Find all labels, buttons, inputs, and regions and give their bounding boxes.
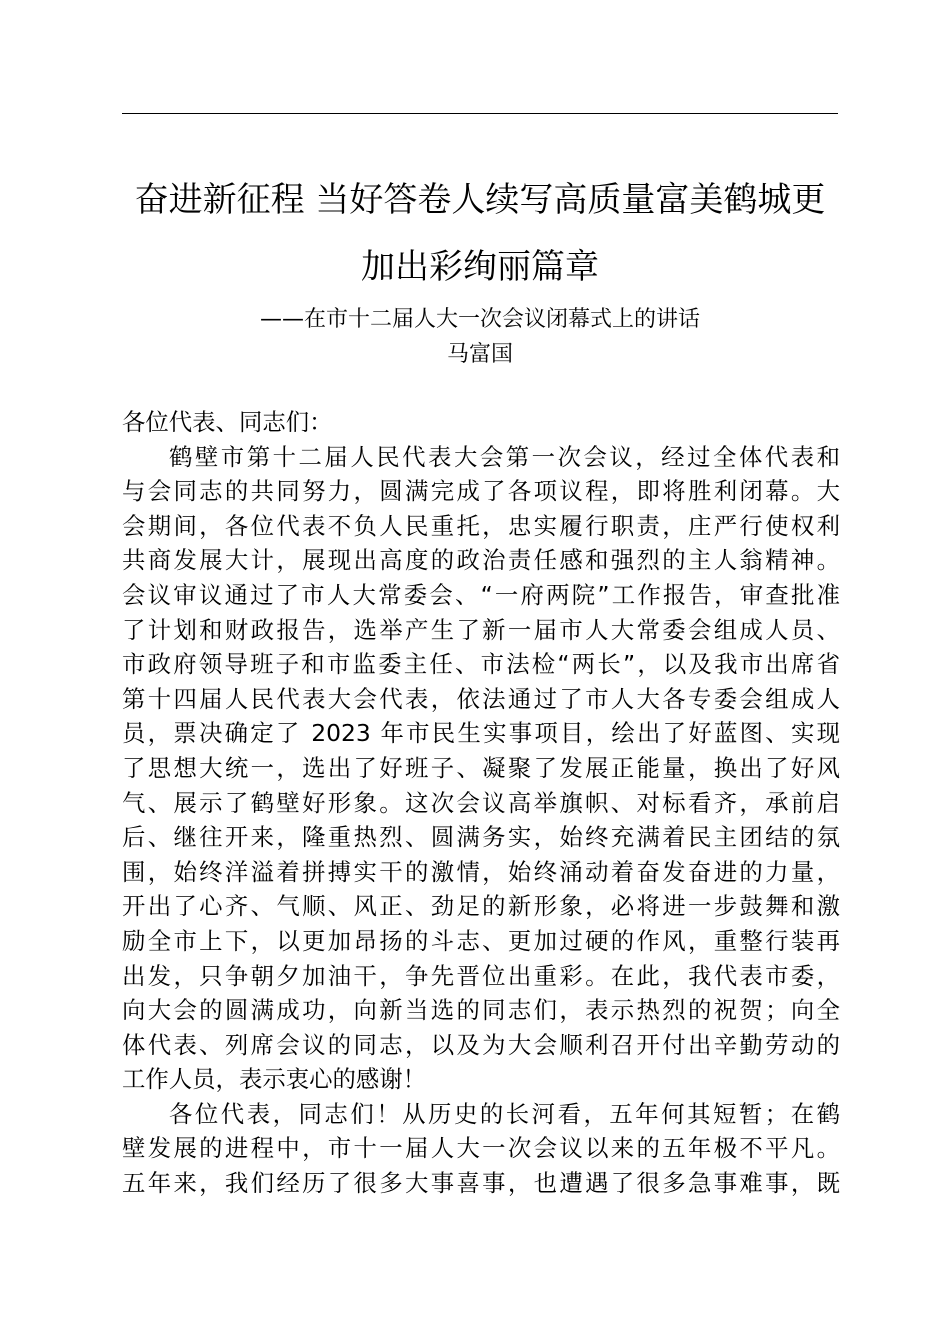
paragraph-1 — [122, 440, 840, 1097]
paragraph-line: 了计划和财政报告，选举产生了新一届市人大常委会组成人员、 — [122, 615, 840, 644]
paragraph-line: 员，票决确定了 2023 年市民生实事项目，绘出了好蓝图、实现 — [122, 719, 840, 748]
paragraph-line: 鹤壁市第十二届人民代表大会第一次会议，经过全体代表和 — [169, 442, 840, 471]
author: 马富国 — [446, 342, 513, 367]
paragraph-line: 共商发展大计，展现出高度的政治责任感和强烈的主人翁精神。 — [122, 546, 840, 575]
paragraph-line: 五年来，我们经历了很多大事喜事，也遭遇了很多急事难事，既 — [122, 1169, 840, 1198]
paragraph-line: 体代表、列席会议的同志，以及为大会顺利召开付出辛勤劳动的 — [122, 1030, 840, 1059]
header-rule — [122, 113, 838, 114]
paragraph-line: 各位代表，同志们！从历史的长河看，五年何其短暂；在鹤 — [169, 1099, 840, 1128]
paragraph-2 — [122, 1097, 840, 1201]
salutation: 各位代表、同志们： — [122, 408, 333, 436]
paragraph-line: 会议审议通过了市人大常委会、“一府两院”工作报告，审查批准 — [122, 580, 840, 609]
paragraph-line: 开出了心齐、气顺、风正、劲足的新形象，必将进一步鼓舞和激 — [122, 892, 840, 921]
paragraph-line: 励全市上下，以更加昂扬的斗志、更加过硬的作风，重整行装再 — [122, 926, 840, 955]
title-line-1: 奋进新征程 当好答卷人续写高质量富美鹤城更 — [134, 180, 826, 220]
subtitle: ——在市十二届人大一次会议闭幕式上的讲话 — [259, 307, 700, 332]
paragraph-line: 了思想大统一，选出了好班子、凝聚了发展正能量，换出了好风 — [122, 753, 840, 782]
paragraph-line: 会期间，各位代表不负人民重托，忠实履行职责，庄严行使权利 — [122, 511, 840, 540]
paragraph-line: 围，始终洋溢着拼搏实干的激情，始终涌动着奋发奋进的力量， — [122, 857, 840, 886]
speech-body — [122, 405, 840, 1201]
paragraph-line: 市政府领导班子和市监委主任、市法检“两长”，以及我市出席省 — [122, 650, 840, 679]
paragraph-line: 壁发展的进程中，市十一届人大一次会议以来的五年极不平凡。 — [122, 1134, 840, 1163]
paragraph-line: 工作人员，表示衷心的感谢！ — [122, 1065, 427, 1094]
paragraph-line: 与会同志的共同努力，圆满完成了各项议程，即将胜利闭幕。大 — [122, 477, 840, 506]
paragraph-line: 气、展示了鹤壁好形象。这次会议高举旗帜、对标看齐，承前启 — [122, 788, 840, 817]
paragraph-line: 向大会的圆满成功，向新当选的同志们，表示热烈的祝贺；向全 — [122, 996, 840, 1025]
paragraph-line: 出发，只争朝夕加油干，争先晋位出重彩。在此，我代表市委， — [122, 961, 840, 990]
paragraph-line: 后、继往开来，隆重热烈、圆满务实，始终充满着民主团结的氛 — [122, 823, 840, 852]
title-line-2: 加出彩绚丽篇章 — [361, 247, 599, 287]
paragraph-line: 第十四届人民代表大会代表，依法通过了市人大各专委会组成人 — [122, 684, 840, 713]
